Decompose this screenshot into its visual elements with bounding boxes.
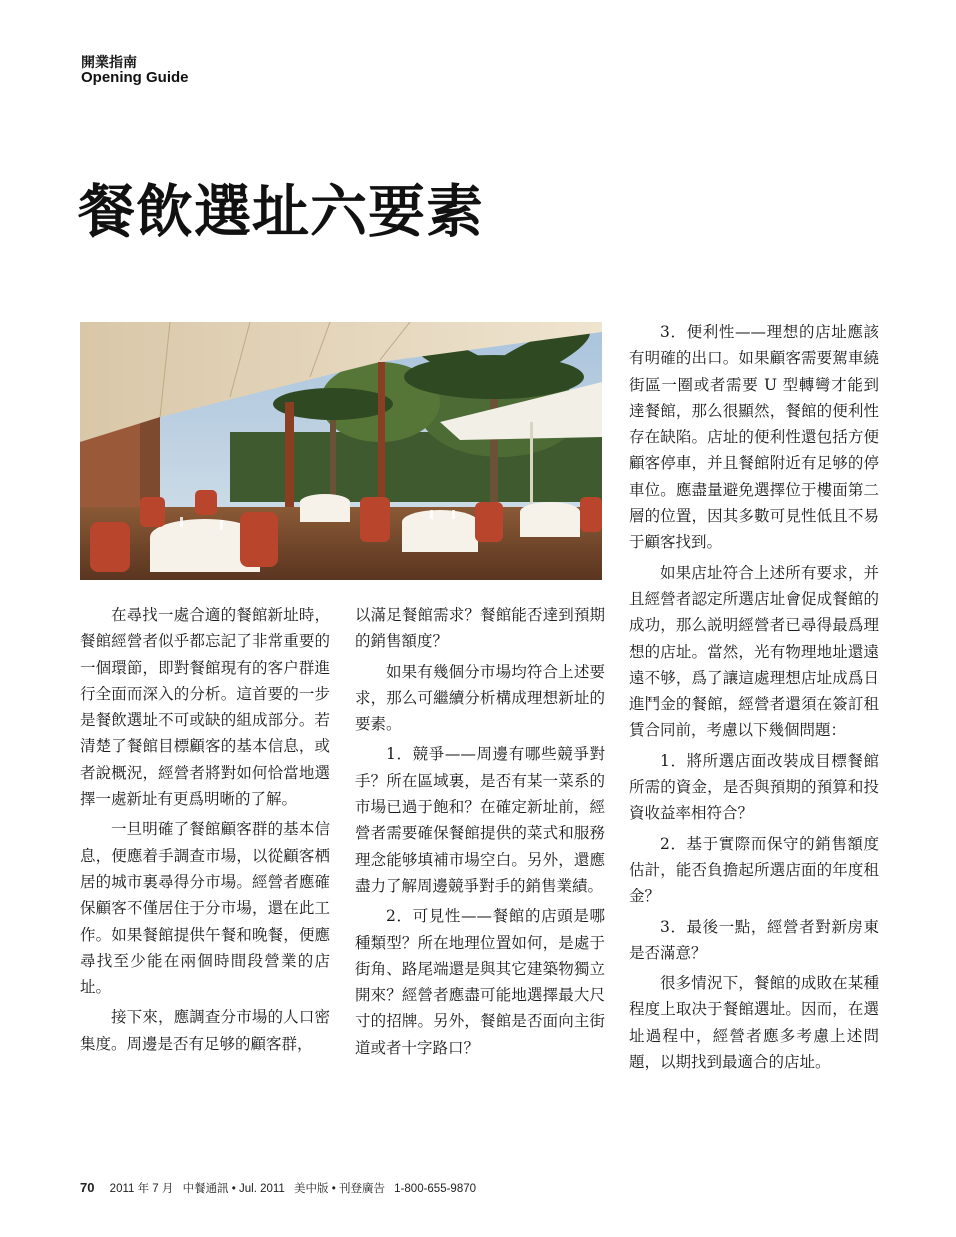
paragraph: 1．將所選店面改裝成目標餐館所需的資金，是否與預期的預算和投資收益率相符合？ [629, 751, 879, 823]
paragraph: 2．可見性——餐館的店頭是哪種類型？所在地理位置如何，是處于街角、路尾端還是與其它建築物獨立開來？經營者應盡可能地選擇最大尺寸的招牌。另外，餐館是否面向主街道或者十字路口？ [355, 907, 605, 1057]
paragraph: 以滿足餐館需求？餐館能否達到預期的銷售額度？ [355, 606, 605, 651]
publication-name: 中餐通訊 • Jul. 2011 [182, 1183, 285, 1195]
restaurant-terrace-photo [80, 322, 602, 580]
paragraph: 1．競爭——周邊有哪些競爭對手？所在區域裏，是否有某一菜系的市場已過于飽和？在確定新址前，經營者需要確保餐館提供的菜式和服務理念能够填補市場空白。另外，還應盡力了解周邊競爭對手的銷售業績。 [355, 745, 605, 895]
section-label-en: Opening Guide [81, 69, 189, 86]
paragraph: 如果有幾個分市場均符合上述要求，那么可繼續分析構成理想新址的要素。 [355, 662, 605, 734]
paragraph: 如果店址符合上述所有要求，并且經營者認定所選店址會促成餐館的成功，那么説明經營者已尋得最爲理想的店址。當然，光有物理地址還遠遠不够，爲了讓這處理想店址成爲日進鬥金的餐館，經營者還須在簽訂租賃合同前，考慮以下幾個問題： [629, 563, 879, 740]
paragraph: 在尋找一處合適的餐館新址時，餐館經營者似乎都忘記了非常重要的一個環節，即對餐館現有的客户群進行全面而深入的分析。這首要的一步是餐飲選址不可或缺的組成部分。若清楚了餐館目標顧客的基本信息，或者說概況，經營者將對如何恰當地選擇一處新址有更爲明晰的了解。 [80, 606, 330, 809]
article-column-2 [355, 602, 605, 1061]
article-column-3 [629, 319, 879, 1075]
article-title: 餐飲選址六要素 [78, 178, 484, 245]
article-column-1 [80, 602, 330, 1057]
paragraph: 3．便利性——理想的店址應該有明確的出口。如果顧客需要駕車繞街區一圈或者需要 U 型轉彎才能到達餐館，那么很顯然，餐館的便利性存在缺陷。店址的便利性還包括方便顧客停車，并且餐館附近有足够的停車位。應盡量避免選擇位于樓面第二層的位置，因其多數可見性低且不易于顧客找到。 [629, 323, 879, 552]
paragraph: 一旦明確了餐館顧客群的基本信息，便應着手調查市場，以從顧客栖居的城市裏尋得分市場。經營者應確保顧客不僅居住于分市場，還在此工作。如果餐館提供午餐和晚餐，便應尋找至少能在兩個時間段營業的店址。 [80, 820, 330, 997]
issue-date: 2011 年 7 月 [109, 1183, 174, 1195]
paragraph: 2．基于實際而保守的銷售額度估計，能否負擔起所選店面的年度租金？ [629, 834, 879, 906]
paragraph: 接下來，應調查分市場的人口密集度。周邊是否有足够的顧客群， [80, 1008, 330, 1053]
paragraph: 很多情況下，餐館的成敗在某種程度上取决于餐館選址。因而，在選址過程中，經營者應多考慮上述問題，以期找到最適合的店址。 [629, 974, 879, 1072]
phone-number: 1-800-655-9870 [394, 1183, 477, 1195]
section-label-zh: 開業指南 [81, 55, 137, 71]
edition-label: 美中版 • 刊登廣告 [294, 1183, 385, 1195]
page-footer [80, 1180, 482, 1196]
paragraph: 3．最後一點，經營者對新房東是否滿意？ [629, 917, 879, 962]
page-number: 70 [80, 1180, 95, 1195]
